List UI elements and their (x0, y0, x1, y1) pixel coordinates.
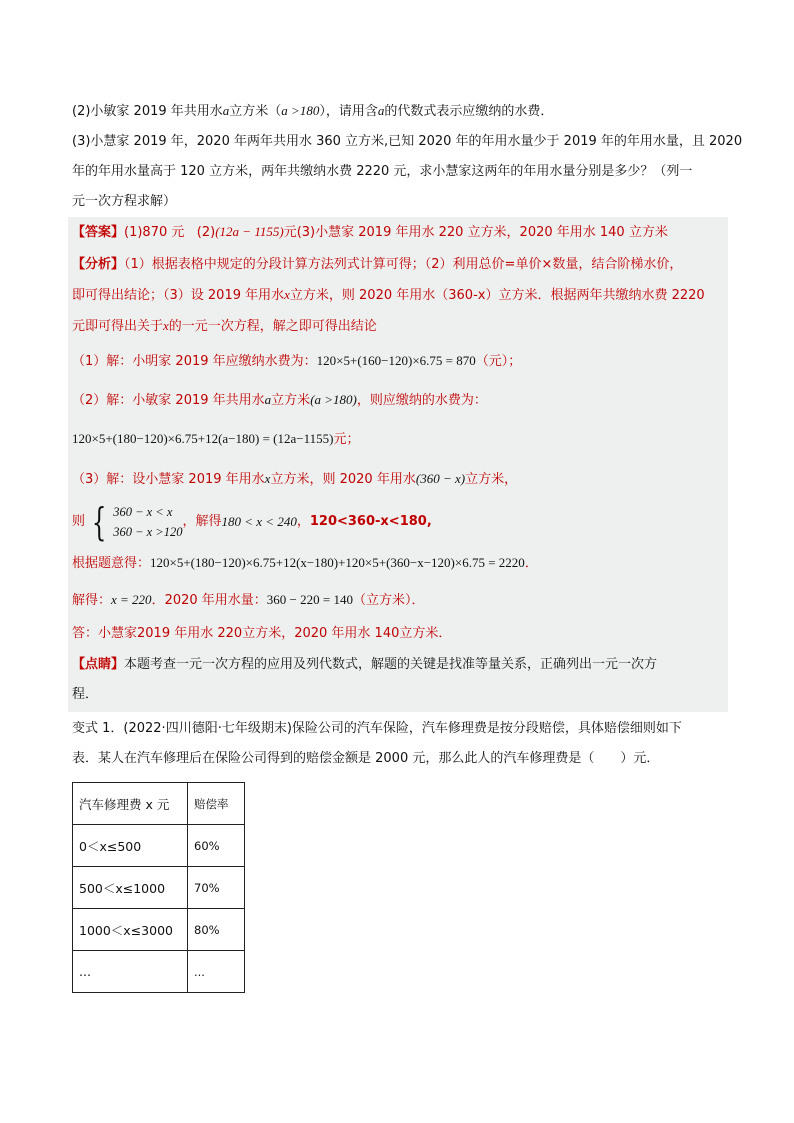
q2-text-d: 的代数式表示应缴纳的水费． (384, 104, 554, 119)
variant-question-line-2: 表．某人在汽车修理后在保险公司得到的赔偿金额是 2000 元，那么此人的汽车修理费是（ ）元． (72, 751, 660, 766)
analysis-line-2 (72, 280, 724, 311)
sol2-text-3: ，则应缴纳的水费为： (356, 393, 487, 408)
sol3-range-2: 120<360-x<180, (309, 514, 432, 529)
sol3-result-text: 2020 年用水量： (164, 593, 267, 608)
analysis-text-2b: 立方米，则 2020 年用水（ (289, 288, 449, 303)
table-cell-rate: 80% (188, 909, 245, 951)
sol3-expression: (360 − x) (415, 471, 466, 486)
analysis-text-2c: 360-x (448, 288, 486, 303)
sol2-label: （2）解：小敏家 (72, 393, 172, 408)
sol3-solve-text: ，解得 (182, 514, 222, 529)
solution-2 (72, 381, 724, 420)
sol3-result-sep: ． (151, 593, 165, 608)
table-cell-range: ... (73, 951, 188, 993)
analysis-text-2a: 即可得出结论；（3）设 2019 年用水 (72, 288, 285, 303)
sol2-var: a (264, 392, 272, 407)
answer-part-2-expr: (12a − 1155) (215, 224, 284, 239)
sol3-then: 则 (72, 514, 86, 529)
question-3-line-2: 年的年用水量高于 120 立方米，两年共缴纳水费 2220 元，求小慧家这两年的年用水量分别是多少？（列一 (72, 164, 693, 179)
q2-condition: a >180 (281, 103, 320, 118)
sol3-range: 180 < x < 240 (221, 514, 297, 529)
analysis-label: 【分析】 (72, 257, 125, 272)
analysis-text-2d: ）立方米．根据两年共缴纳水费 2220 (485, 288, 705, 303)
answer-part-3: (3)小慧家 2019 年用水 220 立方米，2020 年用水 140 立方米 (296, 225, 668, 240)
question-3-line-1: (3)小慧家 2019 年，2020 年两年共用水 360 立方米,已知 2020 年的年用水量少于 2019 年的年用水量，且 2020 (72, 134, 743, 149)
sol1-year: 2019 (175, 354, 209, 369)
sol3-answer-2019: 2019 年用水 220 (137, 626, 243, 641)
sol3-equation: 120×5+(180−120)×6.75+12(x−180)+120×5+(360−x−120)×6.75 = 2220 (150, 555, 525, 570)
table-cell-rate: 60% (188, 825, 245, 867)
table-row (73, 867, 245, 909)
table-cell-rate: ... (188, 951, 245, 993)
comment-line-1 (72, 650, 724, 680)
sol3-year-2: 2020 (339, 472, 373, 487)
analysis-block (68, 248, 728, 712)
solution-3-result (72, 583, 724, 618)
inequality-2: 360 − x >120 (113, 525, 183, 539)
answer-part-2-unit: 元 (283, 225, 297, 240)
sol3-result-unit: （立方米）． (352, 593, 425, 608)
sol3-text-2: 立方米，则 (270, 472, 336, 487)
solution-3-answer (72, 618, 724, 650)
table-row (73, 951, 245, 993)
sol3-equation-end: ． (524, 556, 538, 571)
sol2-text: 年共用水 (212, 393, 265, 408)
solution-3 (72, 459, 724, 500)
analysis-text-1: （1）根据表格中规定的分段计算方法列式计算可得；（2）利用总价=单价×数量，结合阶梯水价， (124, 257, 683, 272)
sol2-expression: 120×5+(180−120)×6.75+12(a−180) = (12a−1155) (72, 431, 334, 446)
sol2-condition: (a >180) (310, 392, 357, 407)
inequality-1: 360 − x < x (113, 505, 173, 519)
solution-3-system: 则 { 360 − x < x 360 − x >120 ，解得 180 < x < 240 ， 120<360-x<180, (72, 500, 432, 544)
sol3-result-label: 解得： (72, 593, 112, 608)
q2-number: (2) (72, 104, 91, 119)
answer-part-1: (1)870 元 (124, 225, 185, 240)
document-page (72, 96, 743, 993)
table-cell-range: 500＜x≤1000 (73, 867, 188, 909)
q2-text: 小敏家 2019 年共用水 (90, 104, 223, 119)
answer-label: 【答案】 (72, 225, 125, 240)
solution-3-equation (72, 544, 724, 583)
comment-label: 【点睛】 (72, 657, 125, 672)
sol2-expression-unit: 元； (333, 432, 360, 447)
comment-text: 本题考查一元一次方程的应用及列代数式，解题的关键是找准等量关系，正确列出一元一次方 (124, 657, 658, 672)
table-cell-range: 0＜x≤500 (73, 825, 188, 867)
table-header-rate: 赔偿率 (188, 783, 245, 825)
sol1-label: （1）解：小明家 (72, 354, 172, 369)
sol3-answer-2020: 2020 年用水 140 (294, 626, 400, 641)
sol3-text-4: 立方米， (465, 472, 518, 487)
variant-question-line-1 (72, 714, 724, 744)
analysis-var-x-2: x (163, 318, 169, 333)
sol3-text-3: 年用水 (376, 472, 416, 487)
table-row (73, 909, 245, 951)
compensation-table (72, 782, 245, 993)
sol3-answer-label: 答：小慧家 (72, 626, 138, 641)
sol3-answer-end: 立方米． (399, 626, 452, 641)
answer-line (68, 217, 728, 248)
sol3-text: 年用水 (225, 472, 265, 487)
analysis-line-3 (72, 311, 724, 342)
question-3-line-3: 元一次方程求解） (72, 194, 177, 209)
sol3-var: x (264, 471, 271, 486)
table-cell-rate: 70% (188, 867, 245, 909)
sol3-equation-label: 根据题意得： (72, 556, 151, 571)
inequality-system (113, 502, 182, 542)
sol3-year: 2019 (188, 472, 222, 487)
analysis-line-1 (72, 250, 724, 280)
q2-variable-2: a (377, 103, 385, 118)
comment-line-2: 程． (72, 687, 99, 702)
variant-text: 保险公司的汽车保险，汽车修理费是按分段赔偿，具体赔偿细则如下 (291, 721, 682, 736)
brace-icon: { (91, 500, 107, 544)
sol3-label: （3）解：设小慧家 (72, 472, 185, 487)
solution-1 (72, 342, 724, 381)
variant-prefix: 变式 1． (72, 721, 124, 736)
q2-variable: a (222, 103, 230, 118)
table-header-cost: 汽车修理费 x 元 (73, 783, 188, 825)
sol2-text-2: 立方米 (271, 393, 311, 408)
table-row (73, 825, 245, 867)
question-2 (72, 96, 724, 127)
analysis-text-3b: 的一元一次方程，解之即可得出结论 (168, 319, 377, 334)
q2-text-b: 立方米（ (229, 104, 282, 119)
sol2-year: 2019 (175, 393, 209, 408)
sol1-text: 年应缴纳水费为： (212, 354, 317, 369)
sol1-expression: 120×5+(160−120)×6.75 = 870 (316, 353, 476, 368)
analysis-var-x: x (284, 287, 290, 302)
answer-part-2-label: (2) (196, 225, 216, 240)
table-header-row (73, 783, 245, 825)
solution-2-expression (72, 420, 724, 459)
q2-text-c: ），请用含 (319, 104, 378, 119)
sol1-unit: （元）； (475, 354, 522, 369)
table-cell-range: 1000＜x≤3000 (73, 909, 188, 951)
sol3-answer-unit: 立方米， (242, 626, 295, 641)
sol3-result-expression: 360 − 220 = 140 (266, 592, 353, 607)
analysis-text-3a: 元即可得出关于 (72, 319, 164, 334)
sol3-result-value: x = 220 (111, 592, 152, 607)
variant-source: (2022·四川德阳·七年级期末) (123, 721, 292, 736)
